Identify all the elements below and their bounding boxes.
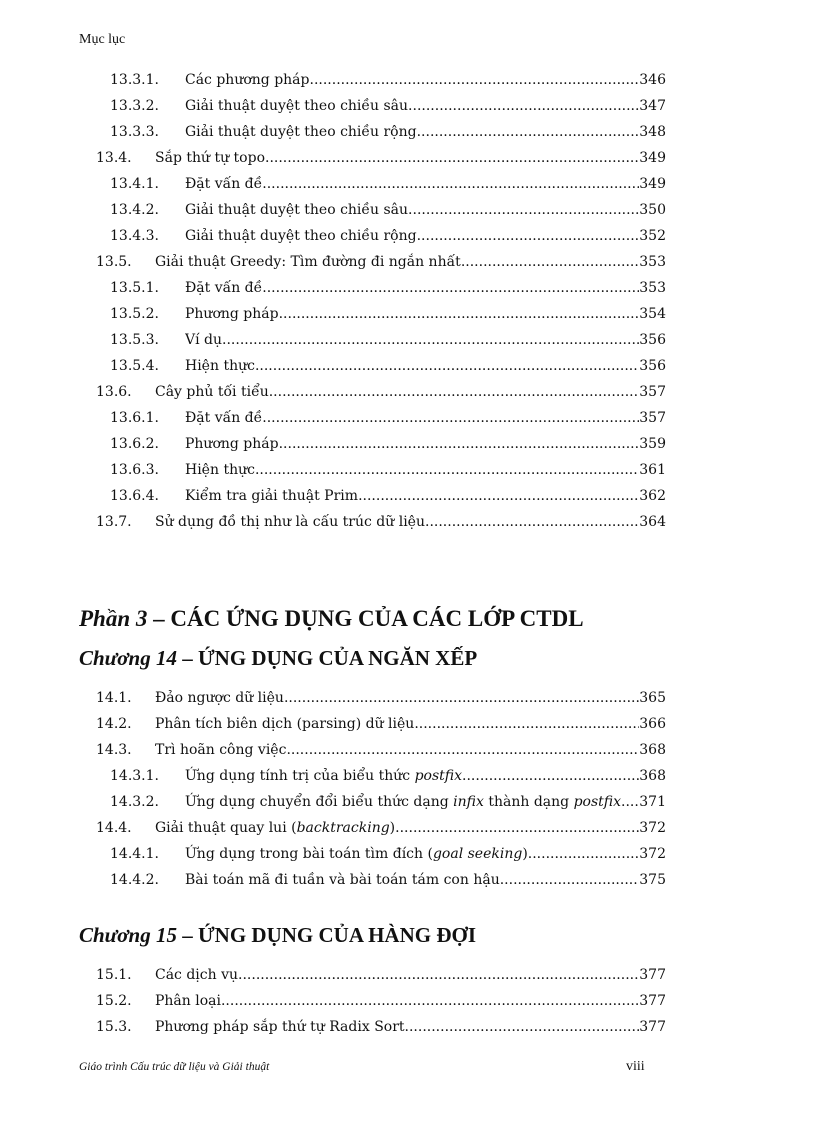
toc-entry[interactable] (0, 817, 816, 839)
toc-entry[interactable] (0, 990, 816, 1012)
toc-title-italic: postfix (414, 768, 463, 784)
toc-dot-leader (262, 277, 639, 299)
toc-entry-number: 13.6.4. (110, 488, 159, 504)
toc-title-text: Sắp thứ tự topo (155, 150, 265, 166)
toc-entry-number: 13.4.3. (110, 228, 159, 244)
toc-entry-title (185, 433, 279, 455)
chapter-14-lead: Chương 14 (79, 646, 177, 670)
toc-title-text: Sử dụng đồ thị như là cấu trúc dữ liệu (155, 514, 425, 530)
toc-dot-leader (238, 964, 639, 986)
chapter-15-heading (79, 923, 476, 948)
toc-entry-body (155, 381, 666, 403)
toc-page-number: 357 (639, 410, 666, 426)
toc-entry-body (155, 1016, 666, 1038)
toc-dot-leader (279, 303, 640, 325)
toc-dot-leader (265, 147, 639, 169)
toc-entry-body (185, 407, 666, 429)
toc-page-number: 349 (639, 176, 666, 192)
toc-entry-title (185, 225, 417, 247)
toc-title-text: Giải thuật Greedy: Tìm đường đi ngắn nhất (155, 254, 461, 270)
part-lead: Phần 3 (79, 606, 148, 631)
toc-dot-leader (405, 1016, 640, 1038)
toc-title-text: Đặt vấn đề (185, 176, 263, 192)
toc-entry-title (155, 739, 286, 761)
toc-dot-leader (500, 869, 640, 891)
toc-dot-leader (408, 199, 639, 221)
toc-title-italic: postfix (573, 794, 622, 810)
toc-entry-number: 13.6.2. (110, 436, 159, 452)
toc-entry[interactable] (0, 843, 816, 865)
toc-entry[interactable] (0, 739, 816, 761)
toc-entry-body (155, 990, 666, 1012)
toc-entry[interactable] (0, 459, 816, 481)
toc-entry-body (185, 225, 666, 247)
toc-entry-number: 14.3.1. (110, 768, 159, 784)
toc-entry[interactable] (0, 485, 816, 507)
toc-title-italic: goal seeking (432, 846, 523, 862)
toc-entry-body (185, 303, 666, 325)
toc-entry-body (155, 964, 666, 986)
toc-entry-title (185, 843, 532, 865)
toc-title-text: Giải thuật quay lui ( (155, 820, 297, 836)
toc-entry[interactable] (0, 511, 816, 533)
toc-dot-leader (310, 69, 640, 91)
toc-dot-leader (262, 173, 639, 195)
toc-title-text: Các phương pháp (185, 72, 310, 88)
toc-entry-number: 13.5.1. (110, 280, 159, 296)
toc-entry-title (185, 407, 262, 429)
toc-page-number: 346 (639, 72, 666, 88)
toc-entry-body (155, 251, 666, 273)
toc-entry[interactable] (0, 381, 816, 403)
toc-entry-body (185, 173, 666, 195)
toc-entry-number: 13.7. (96, 514, 132, 530)
toc-page-number: 371 (639, 794, 666, 810)
toc-title-italic: backtracking (296, 820, 390, 836)
toc-title-text: Phương pháp (185, 306, 279, 322)
toc-entry[interactable] (0, 765, 816, 787)
toc-page-number: 359 (639, 436, 666, 452)
toc-entry-number: 14.1. (96, 690, 132, 706)
toc-entry-number: 13.5.2. (110, 306, 159, 322)
toc-dot-leader (221, 990, 639, 1012)
toc-entry-number: 13.5. (96, 254, 132, 270)
toc-entry-body (185, 459, 666, 481)
toc-entry-title (185, 765, 462, 787)
toc-page-number: 353 (639, 280, 666, 296)
toc-title-text: Đặt vấn đề (185, 280, 263, 296)
toc-entry-title (155, 147, 265, 169)
toc-title-text: Giải thuật duyệt theo chiều rộng (185, 228, 417, 244)
toc-title-text: Các dịch vụ (155, 967, 239, 983)
chapter-15-title: – ỨNG DỤNG CỦA HÀNG ĐỢI (176, 923, 477, 947)
toc-title-text: Bài toán mã đi tuần và bài toán tám con hậu (185, 872, 500, 888)
toc-title-text: Giải thuật duyệt theo chiều rộng (185, 124, 417, 140)
toc-entry-number: 13.6.1. (110, 410, 159, 426)
toc-dot-leader (262, 407, 639, 429)
toc-dot-leader (286, 739, 639, 761)
toc-title-text: Phương pháp (185, 436, 279, 452)
toc-entry-number: 13.3.1. (110, 72, 159, 88)
toc-entry-number: 14.3.2. (110, 794, 159, 810)
toc-entry-number: 13.3.2. (110, 98, 159, 114)
toc-entry-body (185, 791, 666, 813)
toc-page-number: 348 (639, 124, 666, 140)
toc-entry-number: 14.4. (96, 820, 132, 836)
toc-entry[interactable] (0, 69, 816, 91)
toc-title-after: ) (389, 820, 396, 836)
toc-dot-leader (461, 251, 639, 273)
toc-entry-number: 13.5.4. (110, 358, 159, 374)
toc-page-number: 356 (639, 358, 666, 374)
toc-entry-title (155, 381, 269, 403)
toc-entry-title (185, 69, 310, 91)
part-title: – CÁC ỨNG DỤNG CỦA CÁC LỚP CTDL (147, 606, 584, 631)
toc-title-text: Hiện thực (185, 462, 255, 478)
toc-entry-body (185, 433, 666, 455)
toc-title-text: Phân tích biên dịch (parsing) dữ liệu (155, 716, 415, 732)
toc-title-text: Ứng dụng chuyển đổi biểu thức dạng (185, 794, 454, 810)
toc-entry-number: 15.3. (96, 1019, 132, 1035)
toc-dot-leader (284, 687, 639, 709)
toc-page-number: 377 (639, 993, 666, 1009)
toc-entry-body (155, 713, 666, 735)
toc-entry-body (185, 765, 666, 787)
toc-page-number: 354 (639, 306, 666, 322)
toc-page-number: 372 (639, 846, 666, 862)
toc-entry-body (155, 739, 666, 761)
toc-entry-number: 14.4.2. (110, 872, 159, 888)
toc-entry-title (155, 1016, 405, 1038)
toc-dot-leader (532, 843, 639, 865)
toc-entry-number: 15.2. (96, 993, 132, 1009)
toc-entry-title (155, 687, 284, 709)
toc-dot-leader (417, 121, 640, 143)
toc-entry-title (185, 329, 222, 351)
toc-dot-leader (621, 791, 639, 813)
running-header: Mục lục (79, 32, 126, 47)
toc-entry-title (185, 303, 279, 325)
toc-dot-leader (462, 765, 639, 787)
toc-entry[interactable] (0, 173, 816, 195)
toc-dot-leader (408, 95, 639, 117)
toc-entry-title (185, 277, 262, 299)
toc-entry-title (185, 355, 255, 377)
toc-entry[interactable] (0, 713, 816, 735)
toc-page-number: 350 (639, 202, 666, 218)
toc-dot-leader (222, 329, 639, 351)
toc-entry-number: 14.4.1. (110, 846, 159, 862)
toc-entry-body (185, 95, 666, 117)
toc-title-text: Đặt vấn đề (185, 410, 263, 426)
toc-dot-leader (358, 485, 639, 507)
part-heading (79, 606, 584, 632)
toc-page-number: 352 (639, 228, 666, 244)
toc-entry-number: 14.3. (96, 742, 132, 758)
toc-page-number: 377 (639, 967, 666, 983)
chapter-15-lead: Chương 15 (79, 923, 177, 947)
toc-entry-title (185, 121, 417, 143)
toc-dot-leader (255, 355, 639, 377)
toc-entry-body (185, 485, 666, 507)
toc-entry-title (155, 511, 425, 533)
toc-entry[interactable] (0, 329, 816, 351)
toc-entry[interactable] (0, 407, 816, 429)
toc-entry-body (185, 277, 666, 299)
toc-title-text: Phương pháp sắp thứ tự Radix Sort (155, 1019, 405, 1035)
toc-entry-body (185, 199, 666, 221)
toc-entry[interactable] (0, 964, 816, 986)
toc-entry[interactable] (0, 303, 816, 325)
toc-entry-number: 13.4.1. (110, 176, 159, 192)
toc-entry[interactable] (0, 199, 816, 221)
toc-entry-body (155, 817, 666, 839)
toc-page-number: 364 (639, 514, 666, 530)
toc-title-text: Phân loại (155, 993, 221, 1009)
toc-title-text: Giải thuật duyệt theo chiều sâu (185, 98, 409, 114)
toc-entry[interactable] (0, 277, 816, 299)
toc-dot-leader (414, 713, 639, 735)
toc-title-text: Ứng dụng tính trị của biểu thức (185, 768, 415, 784)
toc-entry-body (185, 69, 666, 91)
toc-page-number: 365 (639, 690, 666, 706)
toc-entry-title (185, 869, 500, 891)
toc-title-after: ). (522, 846, 533, 862)
toc-title-text: Kiểm tra giải thuật Prim (185, 488, 359, 504)
toc-entry-body (185, 355, 666, 377)
toc-page-number: 361 (639, 462, 666, 478)
toc-title-text: Ví dụ (185, 332, 223, 348)
toc-entry[interactable] (0, 355, 816, 377)
toc-entry[interactable] (0, 251, 816, 273)
toc-title-text: Trì hoãn công việc (155, 742, 287, 758)
chapter-14-title: – ỨNG DỤNG CỦA NGĂN XẾP (176, 646, 478, 670)
toc-entry[interactable] (0, 225, 816, 247)
toc-entry[interactable] (0, 147, 816, 169)
toc-page-number: 356 (639, 332, 666, 348)
toc-title-text: Giải thuật duyệt theo chiều sâu (185, 202, 409, 218)
toc-page-number: 368 (639, 742, 666, 758)
toc-entry-body (155, 687, 666, 709)
toc-title-italic: infix (453, 794, 484, 810)
toc-entry-number: 14.2. (96, 716, 132, 732)
toc-entry[interactable] (0, 121, 816, 143)
toc-entry-title (185, 199, 408, 221)
toc-entry-title (185, 173, 262, 195)
toc-entry-number: 13.6. (96, 384, 132, 400)
toc-title-text: Đảo ngược dữ liệu (155, 690, 284, 706)
footer-book-title: Giáo trình Cấu trúc dữ liệu và Giải thuật (79, 1061, 270, 1073)
toc-page-number: 349 (639, 150, 666, 166)
toc-title-text: Ứng dụng trong bài toán tìm đích ( (185, 846, 433, 862)
toc-entry[interactable] (0, 433, 816, 455)
toc-entry-title (155, 817, 395, 839)
toc-entry-number: 13.4.2. (110, 202, 159, 218)
toc-entry-body (185, 843, 666, 865)
toc-entry[interactable] (0, 687, 816, 709)
toc-page-number: 366 (639, 716, 666, 732)
toc-entry-number: 13.3.3. (110, 124, 159, 140)
toc-entry-title (185, 485, 358, 507)
toc-entry-number: 15.1. (96, 967, 132, 983)
toc-dot-leader (425, 511, 639, 533)
toc-dot-leader (255, 459, 639, 481)
toc-entry-title (185, 791, 621, 813)
toc-entry-title (155, 990, 221, 1012)
toc-entry-body (185, 869, 666, 891)
toc-entry-body (155, 147, 666, 169)
toc-entry-title (185, 95, 408, 117)
toc-entry-number: 13.4. (96, 150, 132, 166)
footer-page-number: viii (626, 1059, 645, 1074)
toc-page-number: 347 (639, 98, 666, 114)
toc-dot-leader (395, 817, 639, 839)
toc-page-number: 353 (639, 254, 666, 270)
toc-entry[interactable] (0, 95, 816, 117)
toc-entry-title (155, 713, 414, 735)
toc-entry-body (185, 329, 666, 351)
toc-dot-leader (417, 225, 640, 247)
toc-entry-body (155, 511, 666, 533)
toc-entry[interactable] (0, 791, 816, 813)
toc-entry[interactable] (0, 869, 816, 891)
toc-page-number: 372 (639, 820, 666, 836)
toc-page-number: 368 (639, 768, 666, 784)
toc-entry-body (185, 121, 666, 143)
toc-title-text: Cây phủ tối tiểu (155, 384, 269, 400)
toc-dot-leader (279, 433, 640, 455)
toc-page-number: 375 (639, 872, 666, 888)
chapter-14-heading (79, 646, 477, 671)
toc-page-number: 362 (639, 488, 666, 504)
toc-entry-title (185, 459, 255, 481)
toc-entry-title (155, 964, 238, 986)
toc-title-text: Hiện thực (185, 358, 255, 374)
toc-page-number: 357 (639, 384, 666, 400)
toc-dot-leader (269, 381, 640, 403)
toc-entry-number: 13.6.3. (110, 462, 159, 478)
toc-entry[interactable] (0, 1016, 816, 1038)
toc-entry-number: 13.5.3. (110, 332, 159, 348)
toc-title-after: thành dạng (483, 794, 574, 810)
toc-entry-title (155, 251, 461, 273)
toc-page-number: 377 (639, 1019, 666, 1035)
